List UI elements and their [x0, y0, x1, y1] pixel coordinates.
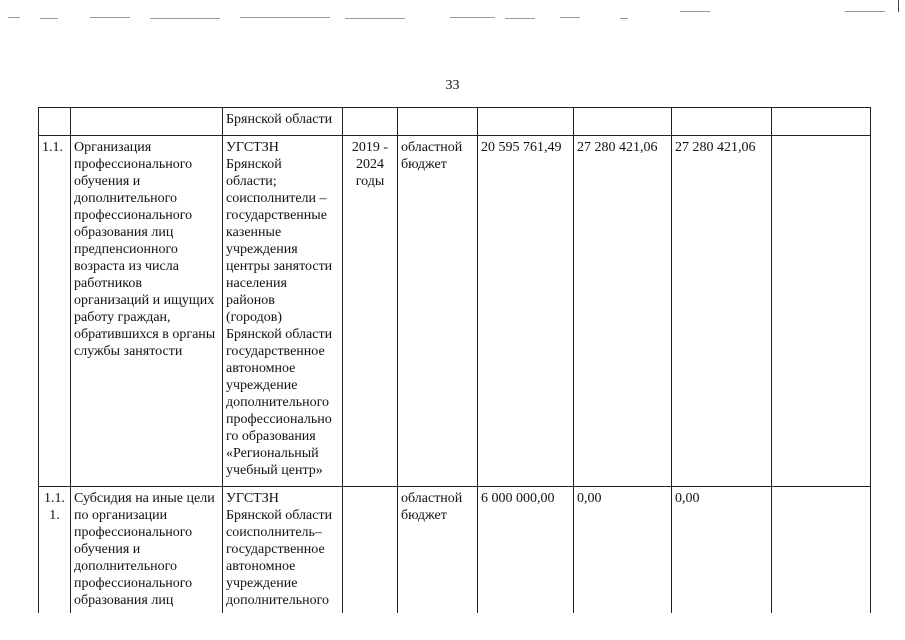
cell-executor: Брянской области [223, 108, 343, 136]
cell-value-1: 20 595 761,49 [478, 136, 574, 487]
cell-event: Организация профессионального обучения и дополнительного профессионального образования лиц предпенсионного возраста из числа работников организаций и ищущих работу граждан, обратившихся в органы службы занятости [71, 136, 223, 487]
table-row [39, 136, 871, 487]
program-table [38, 107, 871, 613]
table-row [39, 487, 871, 614]
scan-artifact-header [0, 0, 905, 30]
cell-value-1: 6 000 000,00 [478, 487, 574, 614]
cell-extra [772, 108, 871, 136]
cell-num [39, 108, 71, 136]
cell-num: 1.1. 1. [39, 487, 71, 614]
cell-executor: УГСТЗН Брянской области; соисполнители – государственные казенные учреждения центры занятости населения районов (городов) Брянской области государственное автономное учреждение дополнительного профессионально го образования «Региональный учебный центр» [223, 136, 343, 487]
scan-edge-mark [898, 0, 899, 12]
cell-value-1 [478, 108, 574, 136]
cell-period [343, 108, 398, 136]
cell-source: областной бюджет [398, 136, 478, 487]
cell-extra [772, 487, 871, 614]
cell-value-3 [672, 108, 772, 136]
cell-value-3: 0,00 [672, 487, 772, 614]
cell-value-2: 27 280 421,06 [574, 136, 672, 487]
cell-value-3: 27 280 421,06 [672, 136, 772, 487]
cell-value-2 [574, 108, 672, 136]
cell-period [343, 487, 398, 614]
page-number: 33 [445, 78, 460, 93]
cell-extra [772, 136, 871, 487]
cell-source [398, 108, 478, 136]
cell-event [71, 108, 223, 136]
table-row-continuation [39, 108, 871, 136]
cell-executor: УГСТЗН Брянской области соисполнитель– государственное автономное учреждение дополнительного [223, 487, 343, 614]
cell-num: 1.1. [39, 136, 71, 487]
cell-source: областной бюджет [398, 487, 478, 614]
cell-period: 2019 - 2024 годы [343, 136, 398, 487]
cell-event: Субсидия на иные цели по организации профессионального обучения и дополнительного профессионального образования лиц [71, 487, 223, 614]
cell-value-2: 0,00 [574, 487, 672, 614]
